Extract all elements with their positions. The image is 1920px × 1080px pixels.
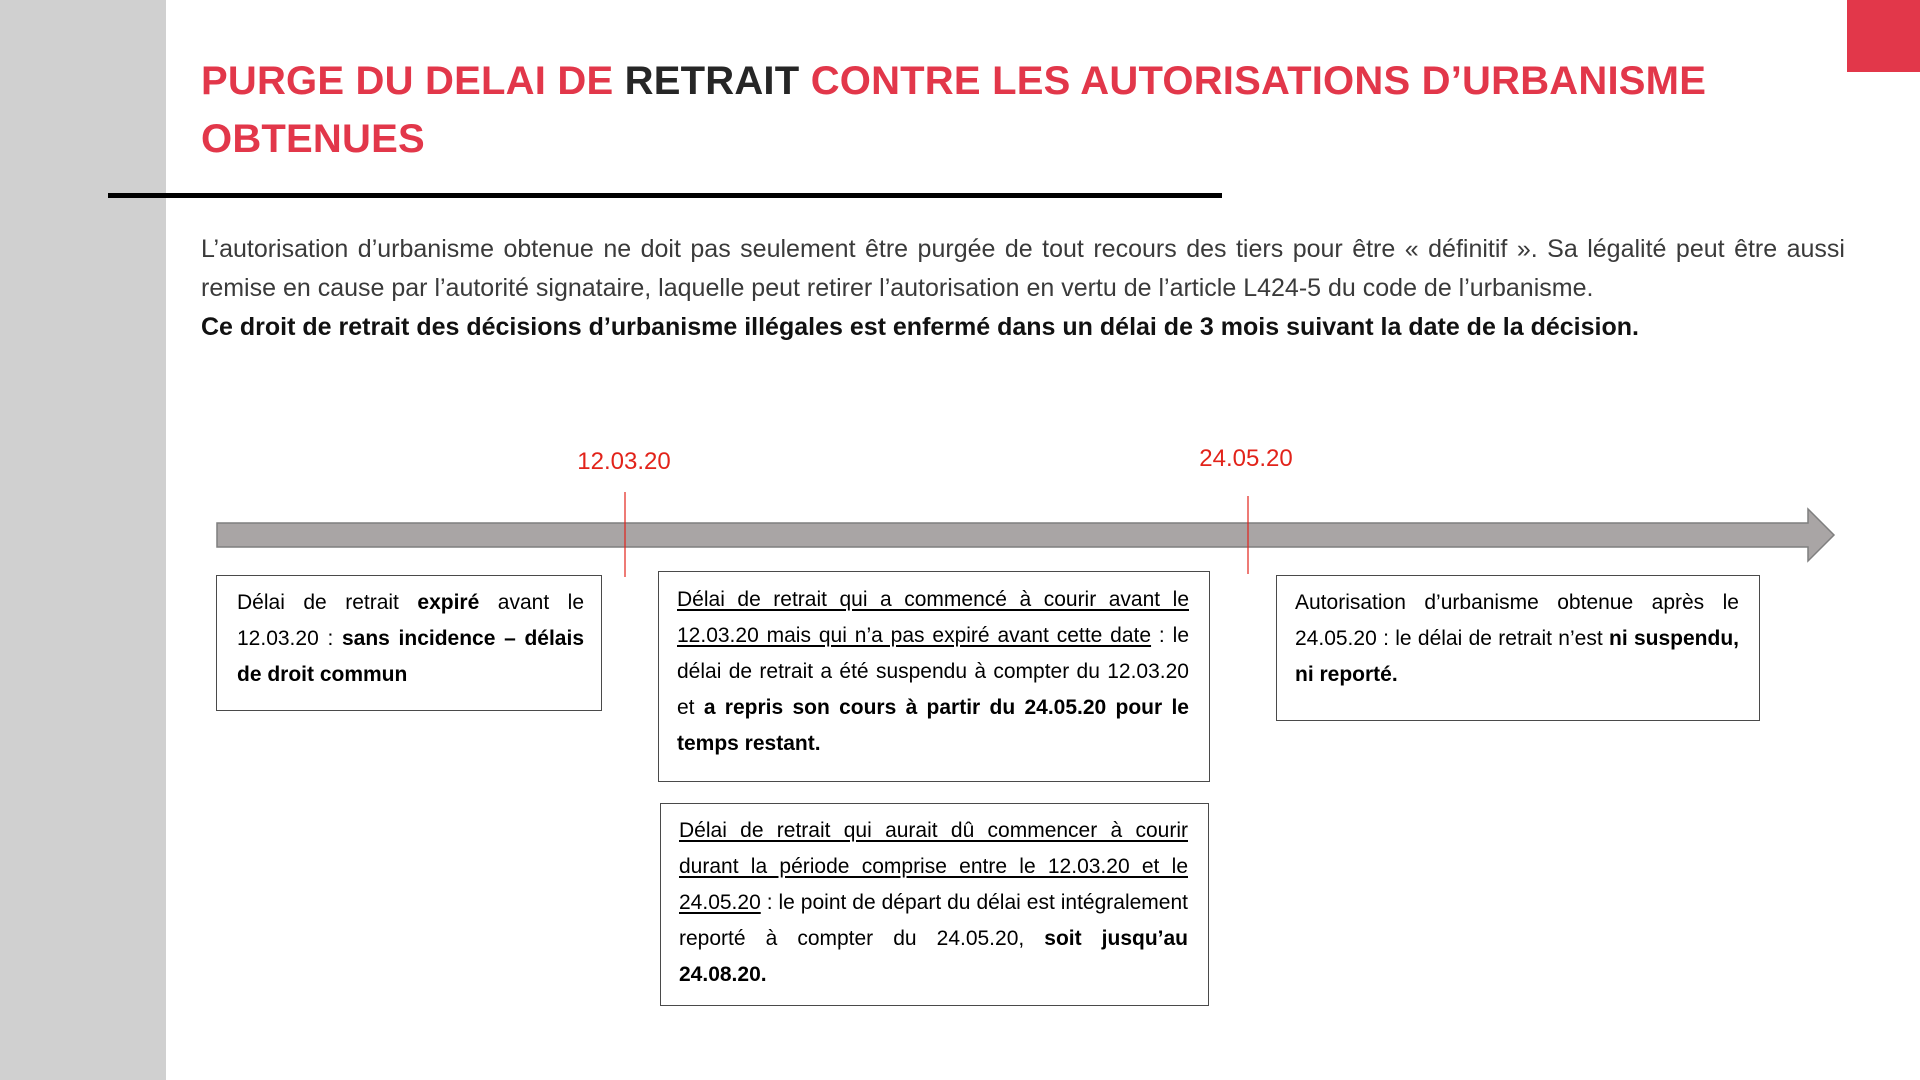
box-delay-expired (216, 575, 602, 711)
box-after-bold: ni suspendu, ni reporté. (1295, 627, 1740, 686)
intro-statement: Ce droit de retrait des décisions d’urbanisme illégales est enfermé dans un délai de 3 mois suivant la date de la décision. (201, 313, 1639, 341)
intro-paragraph: L’autorisation d’urbanisme obtenue ne doit pas seulement être purgée de tout recours des tiers pour être « définitif ». Sa légalité peut être aussi remise en cause par l’autorité signataire, laquelle peut retirer l’autorisation en vertu de l’article L424-5 du code de l’urbanisme. (201, 235, 1845, 302)
box-started-text: : le délai de retrait a été suspendu à compter du 12.03.20 et (677, 624, 1189, 719)
box-delay-started (658, 571, 1210, 782)
box-obtained-after (1276, 575, 1760, 721)
corner-accent-square (1847, 0, 1920, 72)
box-expired-bold-2: sans incidence – délais de droit commun (237, 627, 584, 686)
left-sidebar-strip (0, 0, 166, 1080)
box-started-underlined: Délai de retrait qui a commencé à courir avant le 12.03.20 mais qui n’a pas expiré avant cette date (677, 588, 1189, 647)
box-postponed-text: : le point de départ du délai est intégralement reporté à compter du 24.05.20, (679, 891, 1188, 950)
timeline-date-start: 12.03.20 (577, 448, 671, 475)
box-expired-text-1: Délai de retrait (237, 591, 418, 614)
timeline-arrow (217, 509, 1834, 561)
title-part-3: CONTRE LES AUTORISATIONS D’URBANISME OBTENUES (201, 59, 1707, 161)
box-after-text: Autorisation d’urbanisme obtenue après le 24.05.20 : le délai de retrait n’est (1295, 591, 1739, 650)
title-keyword: RETRAIT (624, 59, 800, 103)
slide-title (201, 52, 1821, 168)
box-expired-bold-1: expiré (417, 591, 480, 614)
title-part-1: PURGE DU DELAI DE (201, 59, 625, 103)
title-underline-rule (108, 193, 1222, 198)
timeline-date-end: 24.05.20 (1199, 445, 1293, 472)
box-postponed-bold: soit jusqu’au 24.08.20. (679, 927, 1188, 986)
box-started-bold: a repris son cours à partir du 24.05.20 pour le temps restant. (677, 696, 1189, 755)
intro-text (201, 230, 1845, 347)
box-delay-postponed (660, 803, 1209, 1006)
box-postponed-underlined: Délai de retrait qui aurait dû commencer à courir durant la période comprise entre le 12.03.20 et le 24.05.20 (679, 819, 1188, 914)
box-expired-text-2: avant le 12.03.20 : (237, 591, 584, 650)
